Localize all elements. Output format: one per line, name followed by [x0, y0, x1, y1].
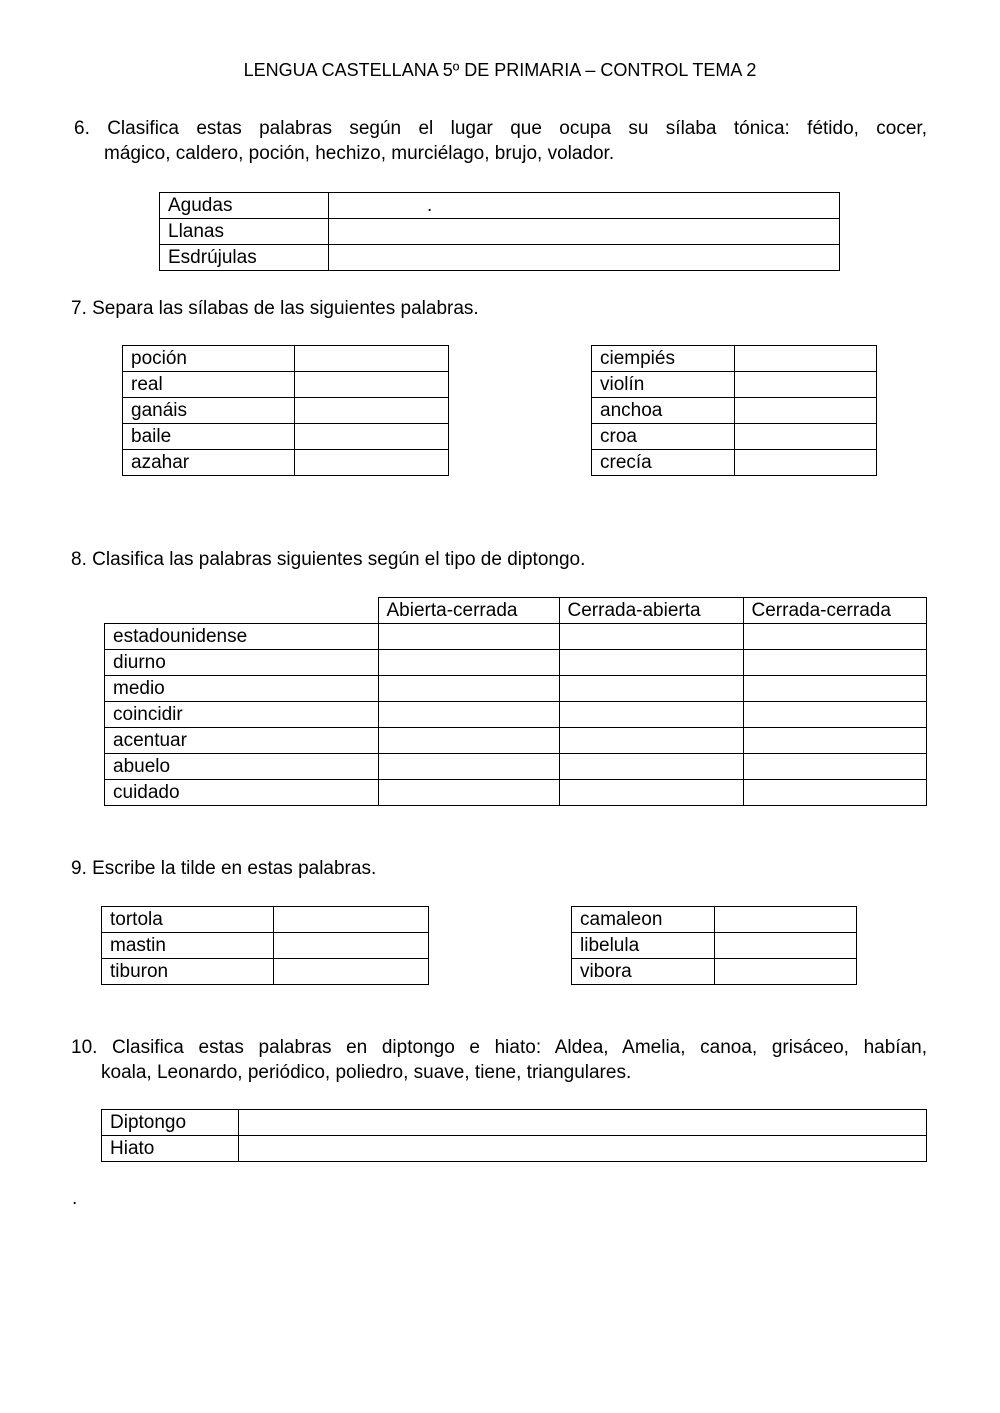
- q7-answer-cell[interactable]: [735, 450, 877, 476]
- q8-cell[interactable]: [378, 702, 559, 728]
- q7-answer-cell[interactable]: [735, 346, 877, 372]
- q8-word: coincidir: [105, 702, 379, 728]
- q9-word: camaleon: [572, 907, 715, 933]
- question-9: 9. Escribe la tilde en estas palabras.: [71, 858, 377, 879]
- q8-table: [104, 597, 927, 806]
- q7-answer-cell[interactable]: [295, 346, 449, 372]
- question-10-line1: 10. Clasifica estas palabras en diptongo e hiato: Aldea, Amelia, canoa, grisáceo, habían,: [71, 1037, 927, 1058]
- q8-cell[interactable]: [378, 676, 559, 702]
- q6-answer-cell[interactable]: [329, 245, 840, 271]
- q8-column-header: Cerrada-cerrada: [743, 598, 927, 624]
- question-7: 7. Separa las sílabas de las siguientes palabras.: [71, 298, 479, 319]
- q6-row-label: Agudas: [160, 193, 329, 219]
- q8-cell[interactable]: [378, 728, 559, 754]
- q9-word: tiburon: [102, 959, 274, 985]
- q9-right-table: [571, 906, 857, 985]
- q9-word: mastin: [102, 933, 274, 959]
- page-header: LENGUA CASTELLANA 5º DE PRIMARIA – CONTROL TEMA 2: [243, 60, 757, 80]
- q7-word: croa: [592, 424, 735, 450]
- question-6-line1: 6. Clasifica estas palabras según el lugar que ocupa su sílaba tónica: fétido, cocer,: [74, 118, 927, 139]
- q7-answer-cell[interactable]: [295, 372, 449, 398]
- q8-cell[interactable]: [378, 624, 559, 650]
- q7-word: ciempiés: [592, 346, 735, 372]
- question-10: [71, 1035, 927, 1085]
- q6-answer-cell[interactable]: [329, 193, 840, 219]
- q7-answer-cell[interactable]: [295, 398, 449, 424]
- q6-table: [159, 192, 840, 271]
- q7-word: poción: [123, 346, 295, 372]
- q9-word: tortola: [102, 907, 274, 933]
- question-6-line2: mágico, caldero, poción, hechizo, murciélago, brujo, volador.: [104, 143, 615, 164]
- question-6: [74, 116, 927, 166]
- q9-answer-cell[interactable]: [274, 959, 429, 985]
- q8-cell[interactable]: [378, 780, 559, 806]
- q8-word: medio: [105, 676, 379, 702]
- q8-cell[interactable]: [743, 650, 927, 676]
- q8-cell[interactable]: [743, 754, 927, 780]
- q8-cell[interactable]: [743, 702, 927, 728]
- q8-cell[interactable]: [559, 676, 743, 702]
- q7-word: real: [123, 372, 295, 398]
- q9-answer-cell[interactable]: [274, 907, 429, 933]
- q9-left-table: [101, 906, 429, 985]
- question-8: 8. Clasifica las palabras siguientes según el tipo de diptongo.: [71, 549, 586, 570]
- q8-cell[interactable]: [559, 754, 743, 780]
- q9-answer-cell[interactable]: [715, 907, 857, 933]
- q8-cell[interactable]: [559, 702, 743, 728]
- q7-word: baile: [123, 424, 295, 450]
- q8-corner: [105, 598, 379, 624]
- q8-word: acentuar: [105, 728, 379, 754]
- q9-word: libelula: [572, 933, 715, 959]
- q7-word: violín: [592, 372, 735, 398]
- q8-word: abuelo: [105, 754, 379, 780]
- q8-cell[interactable]: [559, 780, 743, 806]
- q7-word: azahar: [123, 450, 295, 476]
- q8-cell[interactable]: [378, 650, 559, 676]
- q8-column-header: Abierta-cerrada: [378, 598, 559, 624]
- q7-word: ganáis: [123, 398, 295, 424]
- q7-answer-cell[interactable]: [735, 372, 877, 398]
- q8-cell[interactable]: [743, 780, 927, 806]
- q6-answer-mark: .: [427, 194, 433, 216]
- q10-row-label: Diptongo: [102, 1110, 239, 1136]
- q6-row-label: Llanas: [160, 219, 329, 245]
- q8-column-header: Cerrada-abierta: [559, 598, 743, 624]
- q10-answer-cell[interactable]: [239, 1136, 927, 1162]
- q10-row-label: Hiato: [102, 1136, 239, 1162]
- q9-answer-cell[interactable]: [715, 933, 857, 959]
- q9-word: vibora: [572, 959, 715, 985]
- q8-cell[interactable]: [559, 624, 743, 650]
- question-10-line2: koala, Leonardo, periódico, poliedro, suave, tiene, triangulares.: [101, 1062, 632, 1083]
- q8-cell[interactable]: [743, 676, 927, 702]
- footer-dot: .: [72, 1188, 78, 1209]
- q8-cell[interactable]: [378, 754, 559, 780]
- q7-word: anchoa: [592, 398, 735, 424]
- q9-answer-cell[interactable]: [274, 933, 429, 959]
- q6-answer-cell[interactable]: [329, 219, 840, 245]
- q8-cell[interactable]: [559, 728, 743, 754]
- q7-answer-cell[interactable]: [735, 424, 877, 450]
- q8-cell[interactable]: [743, 728, 927, 754]
- q9-answer-cell[interactable]: [715, 959, 857, 985]
- q7-answer-cell[interactable]: [295, 424, 449, 450]
- q10-answer-cell[interactable]: [239, 1110, 927, 1136]
- q8-word: diurno: [105, 650, 379, 676]
- q7-answer-cell[interactable]: [295, 450, 449, 476]
- q6-row-label: Esdrújulas: [160, 245, 329, 271]
- q7-word: crecía: [592, 450, 735, 476]
- q8-word: cuidado: [105, 780, 379, 806]
- q7-right-table: [591, 345, 877, 476]
- q10-table: [101, 1109, 927, 1162]
- q7-left-table: [122, 345, 449, 476]
- q7-answer-cell[interactable]: [735, 398, 877, 424]
- q8-word: estadounidense: [105, 624, 379, 650]
- q8-cell[interactable]: [559, 650, 743, 676]
- q8-cell[interactable]: [743, 624, 927, 650]
